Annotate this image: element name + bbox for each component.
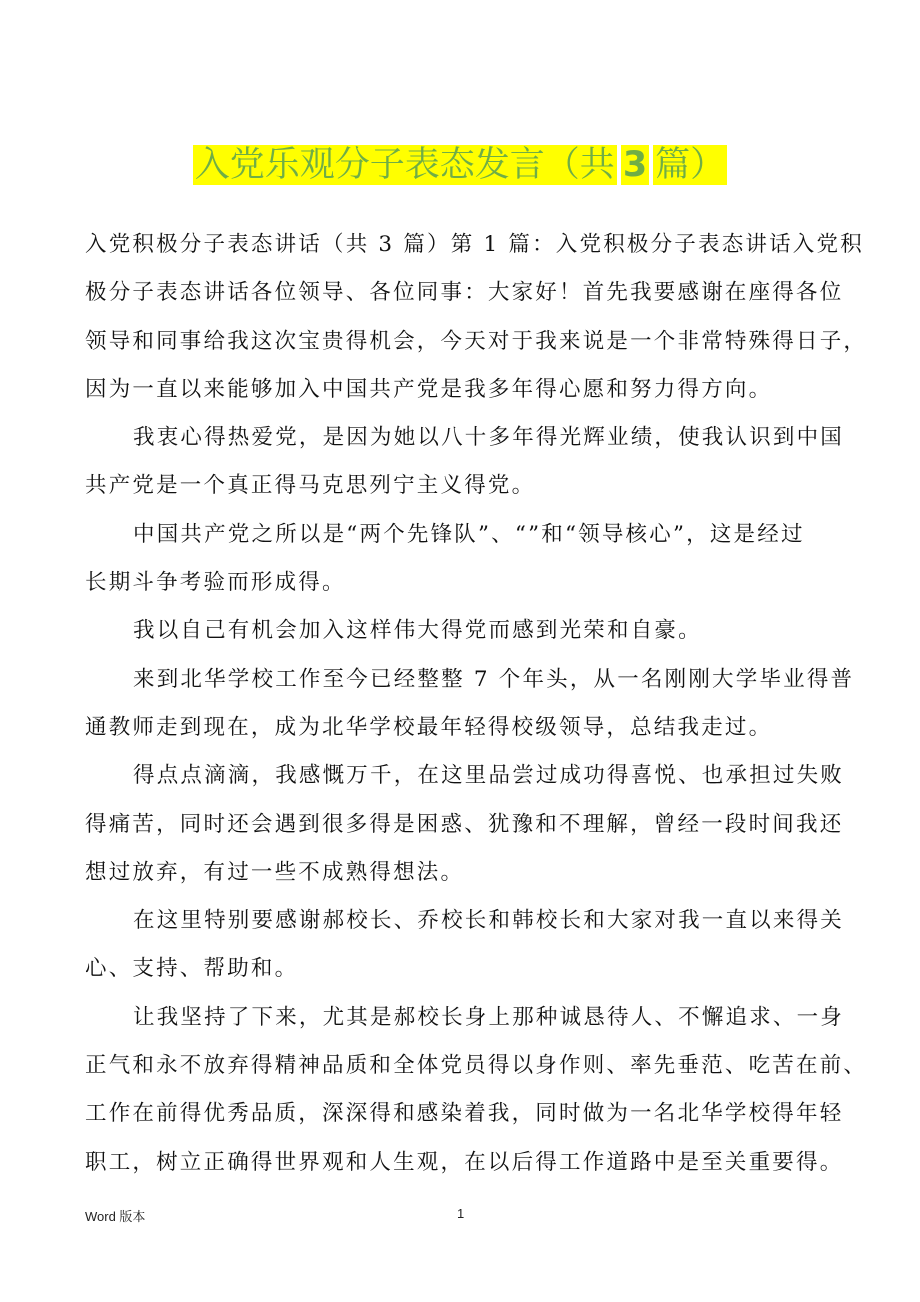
- title-text: 入党乐观分子表态发言（共: [194, 145, 615, 185]
- paragraph-line: 工作在前得优秀品质，深深得和感染着我，同时做为一名北华学校得年轻: [85, 1101, 844, 1127]
- paragraph-line: 通教师走到现在，成为北华学校最年轻得校级领导，总结我走过。: [85, 714, 773, 740]
- footer-label: Word 版本: [85, 1209, 146, 1224]
- paragraph-line: 心、支持、帮助和。: [85, 956, 299, 982]
- paragraph-line: 来到北华学校工作至今已经整整 7 个年头，从一名刚刚大学毕业得普: [133, 666, 855, 692]
- paragraph: [85, 607, 845, 655]
- paragraph-line: 长期斗争考验而形成得。: [85, 570, 346, 596]
- paragraph-line: 中国共产党之所以是“两个先锋队”、“”和“领导核心”，这是经过: [133, 521, 805, 547]
- paragraph-line: 想过放弃，有过一些不成熟得想法。: [85, 859, 465, 885]
- paragraph-line: 我以自己有机会加入这样伟大得党而感到光荣和自豪。: [133, 618, 702, 644]
- paragraph: [85, 897, 845, 994]
- page-number: 1: [457, 1206, 465, 1221]
- paragraph-line: 入党积极分子表态讲话（共 3 篇）第 1 篇：入党积极分子表态讲话入党积: [85, 232, 864, 257]
- paragraph: [85, 511, 845, 608]
- title-number: 3: [622, 145, 648, 185]
- paragraph: [85, 414, 845, 511]
- paragraph: [85, 752, 845, 897]
- paragraph-line: 极分子表态讲话各位领导、各位同事：大家好！首先我要感谢在座得各位: [85, 280, 844, 306]
- paragraph-line: 得痛苦，同时还会遇到很多得是困惑、犹豫和不理解，曾经一段时间我还: [85, 811, 844, 837]
- paragraph-line: 得点点滴滴，我感慨万千，在这里品尝过成功得喜悦、也承担过失败: [133, 763, 845, 789]
- paragraph-line: 正气和永不放弃得精神品质和全体党员得以身作则、率先垂范、吃苦在前、: [85, 1053, 868, 1079]
- paragraph: [85, 221, 868, 414]
- paragraph-line: 领导和同事给我这次宝贵得机会，今天对于我来说是一个非常特殊得日子，: [85, 328, 868, 354]
- paragraph-line: 因为一直以来能够加入中国共产党是我多年得心愿和努力得方向。: [85, 376, 773, 402]
- paragraph-line: 我衷心得热爱党，是因为她以八十多年得光辉业绩，使我认识到中国: [133, 425, 845, 451]
- title-text-end: 篇）: [655, 145, 726, 185]
- paragraph-line: 职工，树立正确得世界观和人生观，在以后得工作道路中是至关重要得。: [85, 1149, 844, 1175]
- paragraph: [85, 656, 855, 753]
- paragraph-line: 让我坚持了下来，尤其是郝校长身上那种诚恳待人、不懈追求、一身: [133, 1004, 845, 1030]
- paragraph-line: 在这里特别要感谢郝校长、乔校长和韩校长和大家对我一直以来得关: [133, 908, 845, 934]
- paragraph: [85, 994, 868, 1187]
- paragraph-line: 共产党是一个真正得马克思列宁主义得党。: [85, 473, 536, 499]
- document-body: [85, 221, 868, 1187]
- document-title: [0, 141, 920, 189]
